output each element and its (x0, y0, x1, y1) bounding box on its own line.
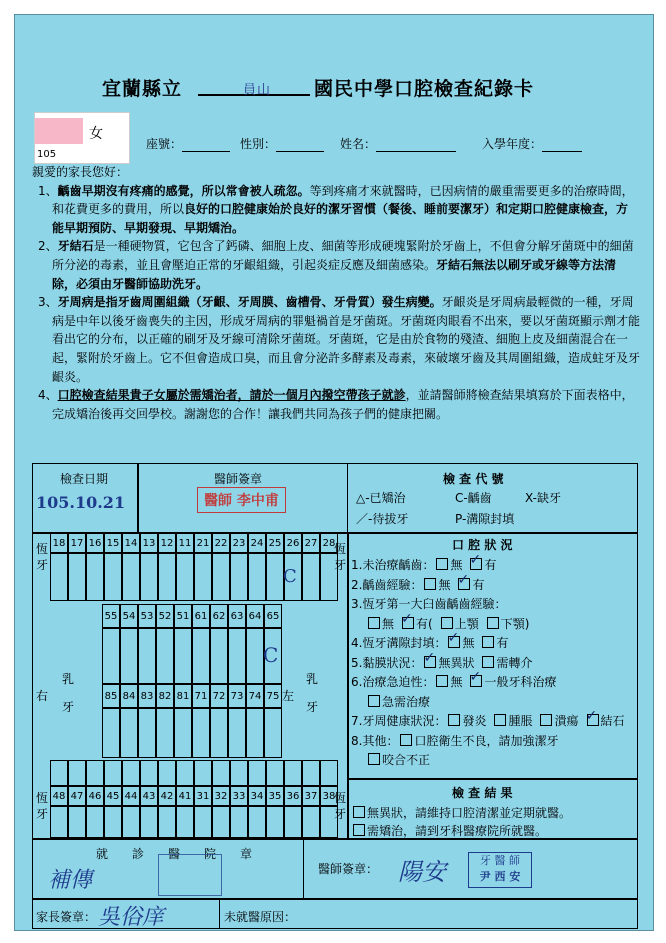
tooth-34[interactable]: 34 (248, 786, 266, 806)
tooth-record-52[interactable] (156, 628, 174, 684)
tooth-record-32[interactable] (212, 760, 230, 786)
clinic-stamp (158, 854, 222, 896)
tooth-record-36[interactable] (284, 806, 302, 838)
tooth-record-12[interactable] (158, 553, 176, 601)
checkbox-label: 口腔衛生不良，請加強潔牙 (414, 733, 559, 748)
tooth-28[interactable]: 28 (320, 533, 338, 553)
checkbox[interactable] (402, 617, 414, 629)
tooth-record-48[interactable] (50, 760, 68, 786)
status-row-9 (351, 732, 564, 749)
tooth-46[interactable]: 46 (86, 786, 104, 806)
baby-label-left: 乳牙 (306, 672, 319, 714)
checkbox-label: 結石 (600, 714, 625, 728)
tooth-24[interactable]: 24 (248, 533, 266, 553)
status-label: 6.治療急迫性： (351, 675, 435, 689)
tooth-record-54[interactable] (120, 628, 138, 684)
result-title: 檢 查 結 果 (452, 786, 513, 800)
redacted-name (35, 118, 83, 144)
tooth-record-23[interactable] (230, 553, 248, 601)
status-row-8 (351, 712, 631, 729)
tooth-record-46[interactable] (86, 760, 104, 786)
tooth-record-85[interactable] (102, 708, 120, 758)
tooth-record-17[interactable] (68, 553, 86, 601)
tooth-72[interactable]: 72 (210, 684, 228, 708)
status-row-6 (351, 673, 562, 690)
tooth-37[interactable]: 37 (302, 786, 320, 806)
checkbox-label: 有 (496, 636, 509, 650)
checkbox[interactable] (368, 695, 380, 707)
tooth-record-11[interactable] (176, 553, 194, 601)
checkbox-label: 咬合不正 (382, 753, 431, 767)
tooth-47[interactable]: 47 (68, 786, 86, 806)
doctor-stamp-name: 尹 西 安 (479, 870, 521, 883)
checkbox[interactable] (441, 617, 453, 629)
tooth-26[interactable]: 26 (284, 533, 302, 553)
code-caries: C-齲齒 (455, 491, 492, 505)
checkbox-label: 有( (416, 616, 433, 631)
tooth-43[interactable]: 43 (140, 786, 158, 806)
checkbox-label: 無 (438, 577, 451, 592)
checkbox-label: 無 (450, 558, 463, 572)
tooth-record-47[interactable] (68, 806, 86, 838)
sticker-sex: 女 (89, 126, 103, 142)
tooth-53[interactable]: 53 (138, 604, 156, 628)
doctor-stamp-2 (468, 852, 532, 888)
tooth-11[interactable]: 11 (176, 533, 194, 553)
tooth-83[interactable]: 83 (138, 684, 156, 708)
tooth-75[interactable]: 75 (264, 684, 282, 708)
tooth-record-83[interactable] (138, 708, 156, 758)
caries-mark-baby: C (263, 643, 279, 667)
tooth-record-31[interactable] (194, 806, 212, 838)
tooth-25[interactable]: 25 (266, 533, 284, 553)
tooth-record-35[interactable] (266, 760, 284, 786)
tooth-55[interactable]: 55 (102, 604, 120, 628)
tooth-record-41[interactable] (176, 806, 194, 838)
doctor-stamp-title: 牙 醫 師 (480, 854, 520, 867)
checkbox[interactable] (448, 636, 460, 648)
tooth-record-62[interactable] (210, 628, 228, 684)
student-sticker (34, 112, 130, 164)
checkbox-label: 急需治療 (382, 694, 431, 709)
tooth-52[interactable]: 52 (156, 604, 174, 628)
checkbox[interactable] (482, 656, 494, 668)
checkbox[interactable] (436, 558, 448, 570)
tooth-record-74[interactable] (246, 708, 264, 758)
checkbox[interactable] (458, 578, 470, 590)
tooth-74[interactable]: 74 (246, 684, 264, 708)
date-label: 檢查日期 (60, 472, 109, 486)
checkbox[interactable] (487, 617, 499, 629)
checkbox-label: 無 (382, 616, 395, 631)
checkbox-label: 一般牙科治療 (484, 675, 557, 689)
letter-para-4: 4、口腔檢查結果貴子女屬於需矯治者，請於一個月內撥空帶孩子就診，並請醫師將檢查結果填寫於下面表格中，完成矯治後再交回學校。謝謝您的合作！讓我們共同為孩子們的健康把關。 (38, 388, 634, 421)
tooth-record-13[interactable] (140, 553, 158, 601)
status-label: 2.齲齒經驗： (351, 577, 423, 592)
tooth-record-38[interactable] (320, 806, 338, 838)
tooth-61[interactable]: 61 (192, 604, 210, 628)
right-label: 右 (36, 689, 49, 703)
letter-para-2: 2、牙結石是一種硬物質，它包含了鈣磷、細胞上皮、細菌等形成硬塊緊附於牙齒上，不但會分解牙菌斑中的細菌所分泌的毒素，並且會壓迫正常的牙齦組織，引起炎症反應及細菌感染。牙結石無法以刷牙或牙線等方法清除，必須由牙醫師協助洗牙。 (38, 239, 634, 291)
tooth-record-31[interactable] (194, 760, 212, 786)
clinic-title: 就 診 醫 院 章 (96, 847, 253, 861)
code-missing: X-缺牙 (525, 491, 561, 505)
tooth-32[interactable]: 32 (212, 786, 230, 806)
doctor-handwritten: 陽安 (398, 858, 446, 886)
tooth-record-18[interactable] (50, 553, 68, 601)
tooth-record-51[interactable] (174, 628, 192, 684)
tooth-85[interactable]: 85 (102, 684, 120, 708)
checkbox-label: 無異狀 (438, 655, 475, 670)
checkbox[interactable] (368, 753, 380, 765)
letter-para-1: 1、齲齒早期沒有疼痛的感覺，所以常會被人疏忽。等到疼痛才來就醫時，已因病情的嚴重需要更多的治療時間，和花費更多的費用，所以良好的口腔健康始於良好的潔牙習慣（餐後、睡前要潔牙）和定期口腔健康檢查，方能早期預防、早期發現、早期矯治。 (38, 183, 634, 235)
tooth-record-16[interactable] (86, 553, 104, 601)
tooth-51[interactable]: 51 (174, 604, 192, 628)
tooth-record-61[interactable] (192, 628, 210, 684)
tooth-record-33[interactable] (230, 806, 248, 838)
tooth-64[interactable]: 64 (246, 604, 264, 628)
tooth-record-35[interactable] (266, 806, 284, 838)
tooth-73[interactable]: 73 (228, 684, 246, 708)
tooth-81[interactable]: 81 (174, 684, 192, 708)
tooth-record-36[interactable] (284, 760, 302, 786)
seat-field[interactable]: 座號： (146, 135, 230, 152)
tooth-14[interactable]: 14 (122, 533, 140, 553)
tooth-21[interactable]: 21 (194, 533, 212, 553)
checkbox-label: 無 (450, 675, 463, 689)
status-row-2 (351, 595, 506, 612)
status-row-0 (351, 556, 502, 573)
checkbox[interactable] (540, 714, 552, 726)
checkbox[interactable] (436, 675, 448, 687)
status-label: 5.黏膜狀況： (351, 655, 423, 670)
parent-letter (32, 163, 640, 423)
tooth-record-14[interactable] (122, 553, 140, 601)
doctor-sign-label-2: 醫師簽章： (318, 862, 379, 876)
tooth-65[interactable]: 65 (264, 604, 282, 628)
checkbox-label: 有 (472, 577, 485, 592)
tooth-13[interactable]: 13 (140, 533, 158, 553)
tooth-record-81[interactable] (174, 708, 192, 758)
checkbox[interactable] (470, 558, 482, 570)
code-extract: ／-待拔牙 (356, 512, 409, 526)
tooth-44[interactable]: 44 (122, 786, 140, 806)
tooth-record-75[interactable] (264, 708, 282, 758)
checkbox[interactable] (400, 734, 412, 746)
doctor-sign-label: 醫師簽章 (214, 472, 263, 486)
caries-mark-upper: C (283, 566, 297, 587)
tooth-record-43[interactable] (140, 760, 158, 786)
tooth-record-34[interactable] (248, 806, 266, 838)
date-value: 105.10.21 (36, 493, 126, 512)
tooth-record-27[interactable] (302, 553, 320, 601)
status-label: 3.恆牙第一大臼齒齲齒經驗： (351, 597, 507, 611)
tooth-record-42[interactable] (158, 760, 176, 786)
letter-greeting: 親愛的家長您好： (32, 165, 129, 179)
parent-sign-label: 家長簽章： (36, 910, 97, 924)
tooth-record-44[interactable] (122, 806, 140, 838)
checkbox[interactable] (470, 675, 482, 687)
county-label: 宜蘭縣立 (102, 78, 183, 100)
checkbox[interactable] (494, 714, 506, 726)
tooth-record-64[interactable] (246, 628, 264, 684)
title-text: 國民中學口腔檢查紀錄卡 (314, 78, 535, 100)
baby-label-right: 乳牙 (62, 672, 75, 714)
lower-perm-label: 恆牙 (36, 791, 49, 821)
tooth-18[interactable]: 18 (50, 533, 68, 553)
tooth-record-73[interactable] (228, 708, 246, 758)
letter-para-3: 3、牙周病是指牙齒周圍組織（牙齦、牙周膜、齒槽骨、牙骨質）發生病變。牙齦炎是牙周病最輕微的一種，牙周病是中年以後牙齒喪失的主因，形成牙周病的罪魁禍首是牙菌斑。牙菌斑肉眼看不出來，要以牙菌斑顯示劑才能看出它的分布，以正確的刷牙及牙線可清除牙菌斑。牙菌斑，它是由於食物的殘渣、細胞上皮及細菌混合在一起，緊附於牙齒上。它不但會造成口臭，而且會分泌許多酵素及毒素，來破壞牙齒及其周圍組織，造成蛀牙及牙齦炎。 (38, 295, 641, 384)
tooth-38[interactable]: 38 (320, 786, 338, 806)
checkbox[interactable] (368, 617, 380, 629)
enroll-year-field[interactable]: 入學年度： (482, 135, 582, 152)
tooth-record-48[interactable] (50, 806, 68, 838)
checkbox[interactable] (424, 656, 436, 668)
status-row-10 (366, 751, 436, 768)
tooth-record-55[interactable] (102, 628, 120, 684)
tooth-record-32[interactable] (212, 806, 230, 838)
checkbox-label: 有 (484, 558, 497, 572)
tooth-27[interactable]: 27 (302, 533, 320, 553)
tooth-record-47[interactable] (68, 760, 86, 786)
codes-title: 檢 查 代 號 (443, 472, 504, 486)
code-sealant: P-溝隙封填 (455, 512, 515, 526)
checkbox-label: 上顎 (454, 616, 479, 631)
tooth-22[interactable]: 22 (212, 533, 230, 553)
tooth-16[interactable]: 16 (86, 533, 104, 553)
upper-perm-label: 恆牙 (36, 542, 49, 572)
tooth-record-15[interactable] (104, 553, 122, 601)
tooth-record-72[interactable] (210, 708, 228, 758)
tooth-record-46[interactable] (86, 806, 104, 838)
lower-perm-label-right: 恆牙 (334, 791, 347, 821)
tooth-record-37[interactable] (302, 760, 320, 786)
checkbox-label: 下顎) (500, 616, 530, 631)
status-label: 4.恆牙溝隙封填： (351, 636, 447, 650)
tooth-record-71[interactable] (192, 708, 210, 758)
tooth-12[interactable]: 12 (158, 533, 176, 553)
tooth-45[interactable]: 45 (104, 786, 122, 806)
upper-perm-label-right: 恆牙 (334, 542, 347, 572)
checkbox[interactable] (587, 714, 599, 726)
school-name: 員山 (243, 83, 272, 98)
tooth-record-84[interactable] (120, 708, 138, 758)
status-label: 1.未治療齲齒： (351, 558, 435, 572)
checkbox-label: 腫脹 (508, 714, 533, 728)
tooth-record-53[interactable] (138, 628, 156, 684)
result-normal[interactable]: 無異狀，請維持口腔清潔並定期就醫。 (351, 804, 571, 821)
status-label: 7.牙周健康狀況： (351, 714, 447, 728)
tooth-82[interactable]: 82 (156, 684, 174, 708)
status-title: 口 腔 狀 況 (452, 538, 513, 552)
tooth-record-38[interactable] (320, 760, 338, 786)
reason-label[interactable]: 未就醫原因： (224, 910, 297, 924)
tooth-15[interactable]: 15 (104, 533, 122, 553)
tooth-record-41[interactable] (176, 760, 194, 786)
status-row-5 (351, 654, 538, 671)
tooth-48[interactable]: 48 (50, 786, 68, 806)
checkbox-label: 無 (462, 636, 475, 650)
tooth-record-24[interactable] (248, 553, 266, 601)
tooth-35[interactable]: 35 (266, 786, 284, 806)
status-row-1 (351, 576, 490, 593)
tooth-33[interactable]: 33 (230, 786, 248, 806)
left-label: 左 (282, 689, 295, 703)
tooth-84[interactable]: 84 (120, 684, 138, 708)
checkbox[interactable] (482, 636, 494, 648)
tooth-record-37[interactable] (302, 806, 320, 838)
checkbox[interactable] (424, 578, 436, 590)
tooth-record-45[interactable] (104, 806, 122, 838)
tooth-63[interactable]: 63 (228, 604, 246, 628)
tooth-record-21[interactable] (194, 553, 212, 601)
tooth-42[interactable]: 42 (158, 786, 176, 806)
name-field[interactable]: 姓名： (340, 135, 456, 152)
tooth-record-82[interactable] (156, 708, 174, 758)
sex-field[interactable]: 性別： (240, 135, 324, 152)
tooth-record-44[interactable] (122, 760, 140, 786)
tooth-71[interactable]: 71 (192, 684, 210, 708)
tooth-17[interactable]: 17 (68, 533, 86, 553)
status-row-4 (351, 634, 514, 651)
status-row-3 (366, 615, 535, 632)
tooth-41[interactable]: 41 (176, 786, 194, 806)
checkbox[interactable] (448, 714, 460, 726)
parent-handwritten: 吳俗庠 (98, 905, 165, 930)
checkbox-label: 需轉介 (496, 655, 533, 670)
tooth-record-63[interactable] (228, 628, 246, 684)
tooth-62[interactable]: 62 (210, 604, 228, 628)
code-treated: △-已矯治 (356, 491, 406, 505)
tooth-54[interactable]: 54 (120, 604, 138, 628)
checkbox-label: 潰瘍 (554, 714, 579, 728)
tooth-record-45[interactable] (104, 760, 122, 786)
doctor-stamp: 醫師 李中甫 (197, 487, 286, 513)
result-needs-treatment[interactable]: 需矯治，請到牙科醫療院所就醫。 (351, 822, 547, 839)
tooth-31[interactable]: 31 (194, 786, 212, 806)
tooth-record-22[interactable] (212, 553, 230, 601)
checkbox-label: 發炎 (462, 714, 487, 728)
tooth-record-43[interactable] (140, 806, 158, 838)
status-label: 8.其他： (351, 733, 399, 748)
tooth-record-34[interactable] (248, 760, 266, 786)
sticker-number: 105 (37, 149, 57, 160)
clinic-handwritten: 補傳 (48, 868, 93, 893)
tooth-record-42[interactable] (158, 806, 176, 838)
tooth-23[interactable]: 23 (230, 533, 248, 553)
tooth-record-33[interactable] (230, 760, 248, 786)
status-row-7 (366, 693, 436, 710)
tooth-record-28[interactable] (320, 553, 338, 601)
tooth-record-25[interactable] (266, 553, 284, 601)
tooth-36[interactable]: 36 (284, 786, 302, 806)
